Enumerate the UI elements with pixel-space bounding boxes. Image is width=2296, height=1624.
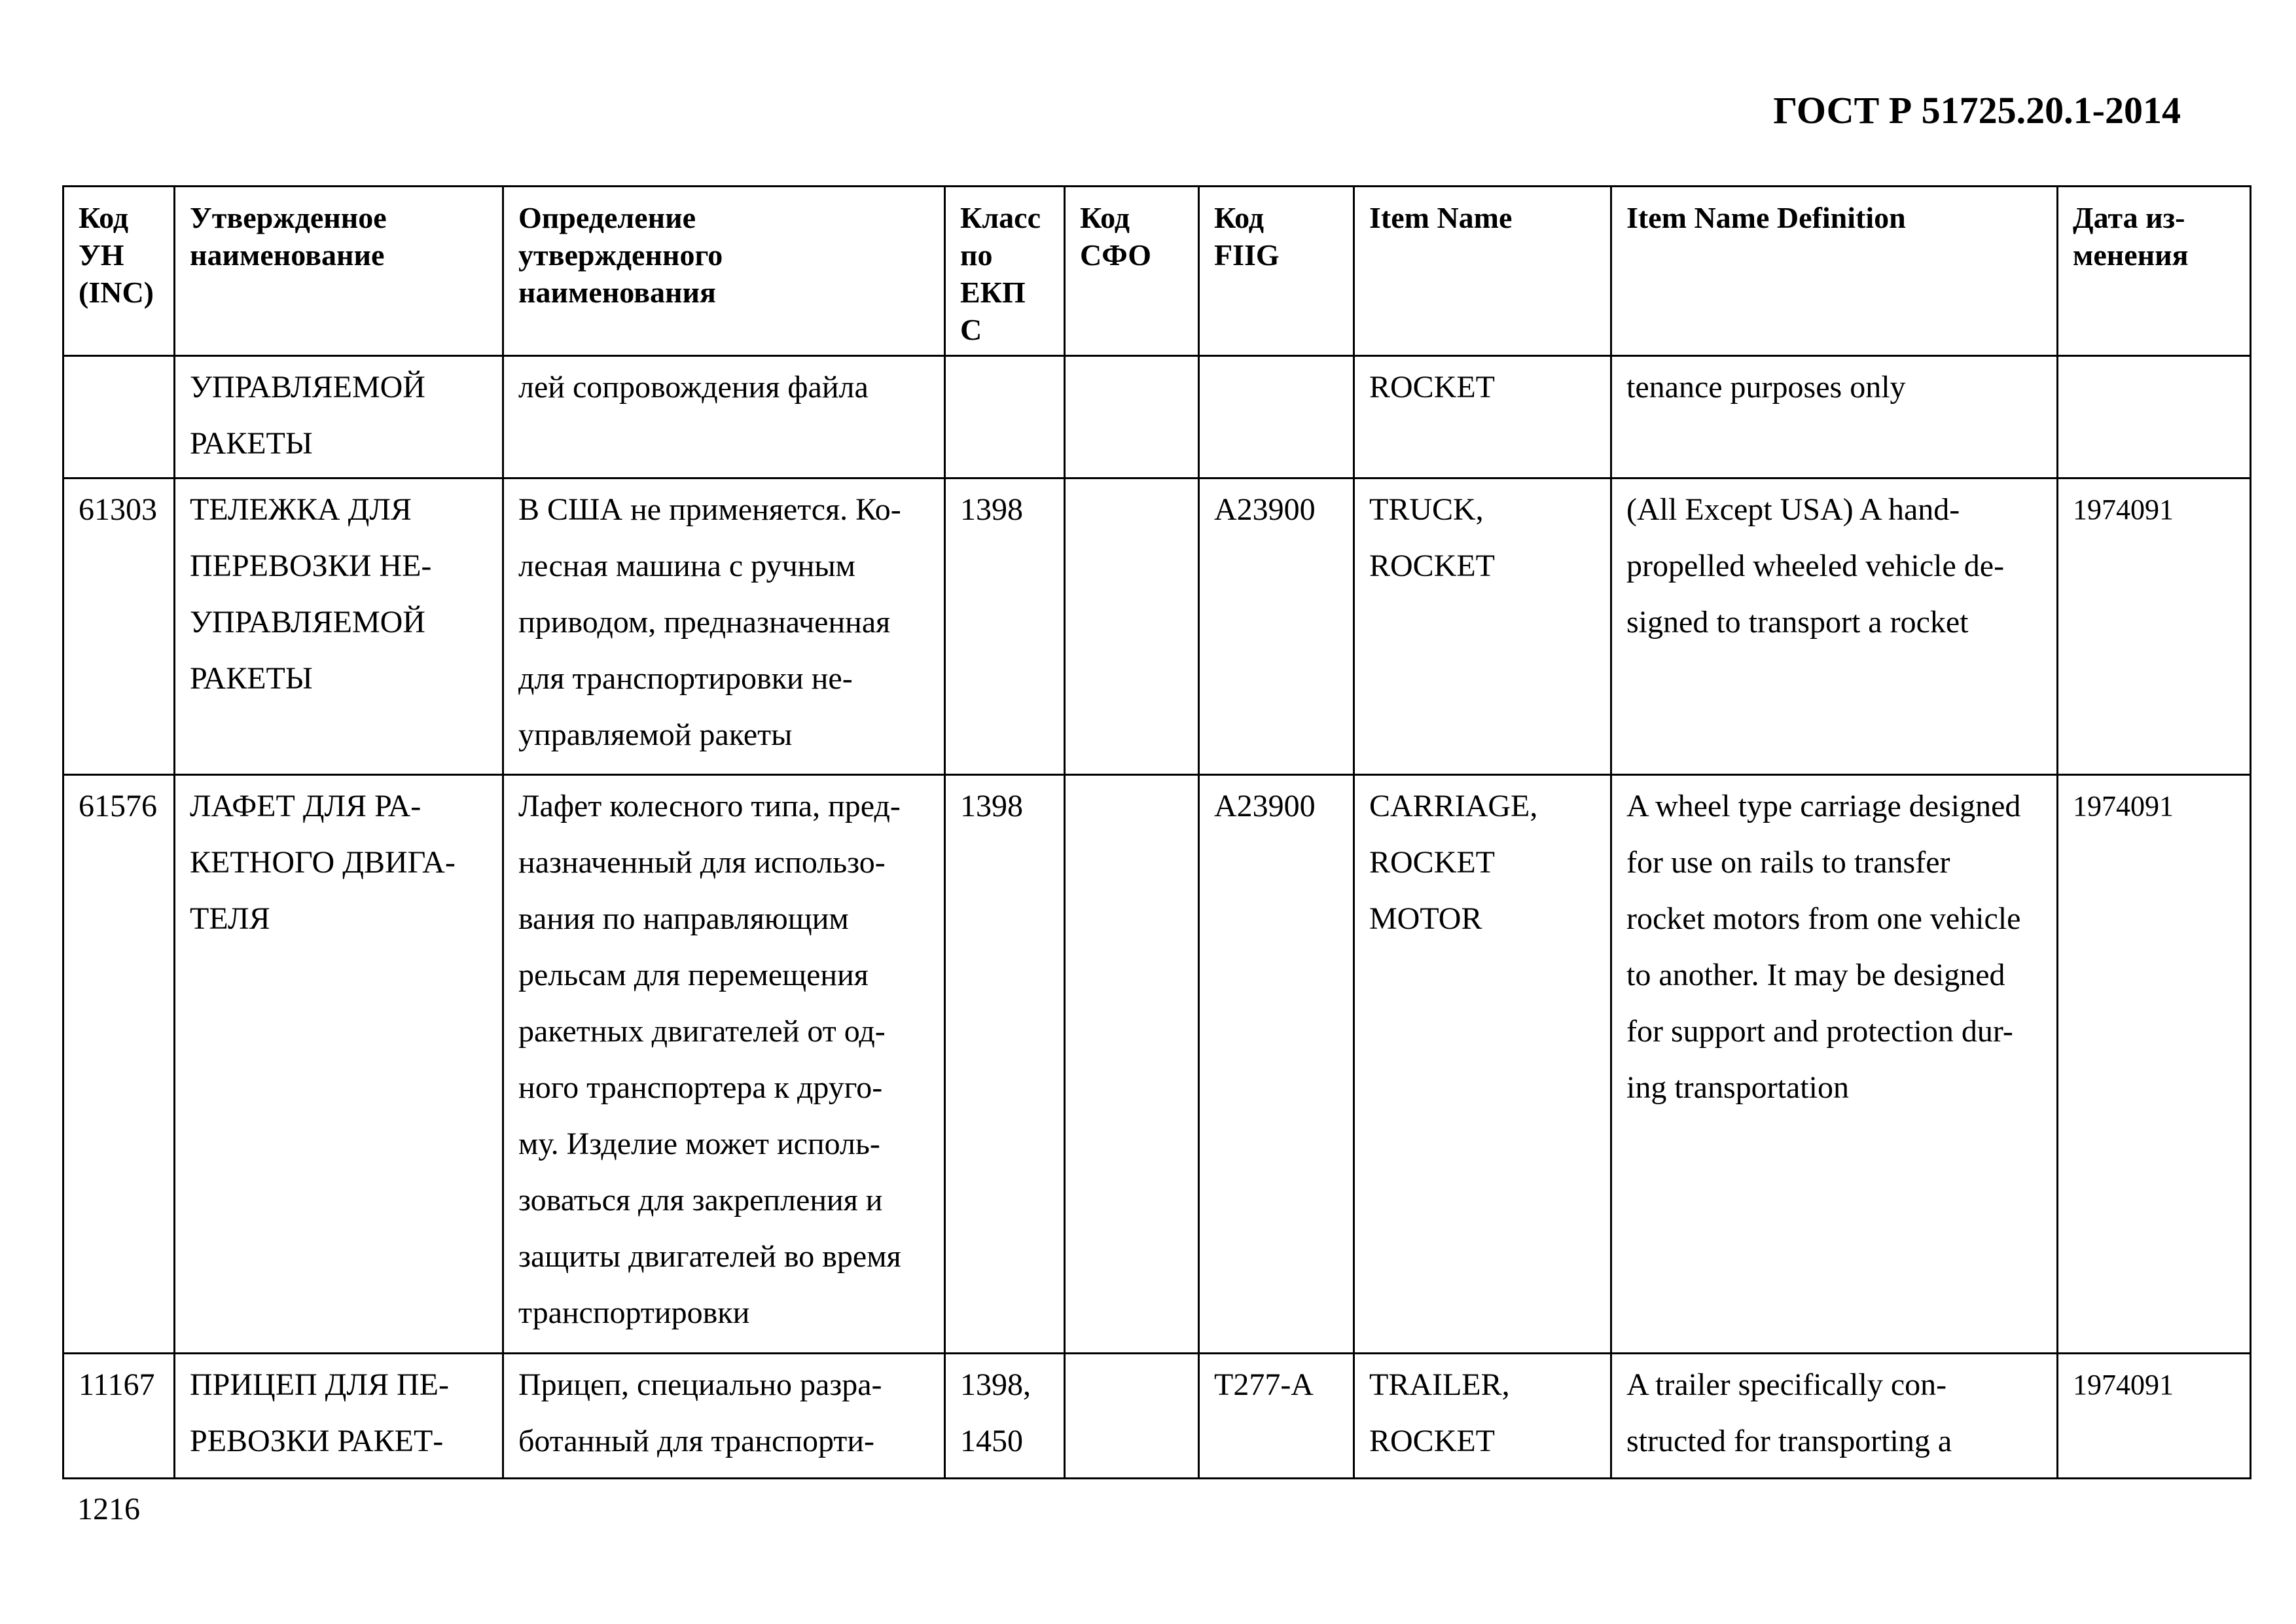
- cell-approved-name: ЛАФЕТ ДЛЯ РА- КЕТНОГО ДВИГА- ТЕЛЯ: [175, 775, 503, 1354]
- cell-item-name-definition: tenance purposes only: [1611, 356, 2058, 478]
- cell-sfo: [1065, 478, 1199, 775]
- cell-class: [945, 356, 1065, 478]
- cell-date: 1974091: [2058, 1354, 2251, 1479]
- cell-definition: Прицеп, специально разра- ботанный для транспорти-: [503, 1354, 945, 1479]
- cell-definition: В США не применяется. Ко- лесная машина с ручным приводом, предназначенная для транспортировки не- управляемой ракеты: [503, 478, 945, 775]
- cell-item-name: TRAILER, ROCKET: [1354, 1354, 1611, 1479]
- classification-table: [62, 185, 2251, 1479]
- cell-sfo: [1065, 1354, 1199, 1479]
- cell-definition: лей сопровождения файла: [503, 356, 945, 478]
- table-row: [63, 1354, 2251, 1479]
- cell-fiig: A23900: [1199, 478, 1354, 775]
- cell-sfo: [1065, 775, 1199, 1354]
- cell-item-name-definition: A trailer specifically con- structed for transporting a: [1611, 1354, 2058, 1479]
- table-row: [63, 775, 2251, 1354]
- header-fiig: Код FIIG: [1199, 187, 1354, 356]
- cell-class: 1398: [945, 775, 1065, 1354]
- cell-inc: 61303: [63, 478, 175, 775]
- cell-fiig: [1199, 356, 1354, 478]
- cell-inc: 61576: [63, 775, 175, 1354]
- header-sfo: Код СФО: [1065, 187, 1199, 356]
- cell-item-name: CARRIAGE, ROCKET MOTOR: [1354, 775, 1611, 1354]
- header-class: Класс по ЕКП С: [945, 187, 1065, 356]
- cell-date: 1974091: [2058, 478, 2251, 775]
- header-item-name: Item Name: [1354, 187, 1611, 356]
- header-date: Дата из- менения: [2058, 187, 2251, 356]
- cell-fiig: A23900: [1199, 775, 1354, 1354]
- cell-date: 1974091: [2058, 775, 2251, 1354]
- header-definition: Определение утвержденного наименования: [503, 187, 945, 356]
- header-approved-name: Утвержденное наименование: [175, 187, 503, 356]
- cell-approved-name: УПРАВЛЯЕМОЙ РАКЕТЫ: [175, 356, 503, 478]
- cell-definition: Лафет колесного типа, пред- назначенный для использо- вания по направляющим рельсам для перемещения ракетных двигателей от од- ного транспортера к друго- му. Изделие может исполь- зоваться для закрепления и защиты двигателей во время транспортировки: [503, 775, 945, 1354]
- header-item-name-definition: Item Name Definition: [1611, 187, 2058, 356]
- cell-item-name: ROCKET: [1354, 356, 1611, 478]
- header-inc: Код УН (INC): [63, 187, 175, 356]
- table-row: [63, 478, 2251, 775]
- page-number: 1216: [77, 1492, 140, 1526]
- cell-inc: 11167: [63, 1354, 175, 1479]
- cell-inc: [63, 356, 175, 478]
- cell-class: 1398, 1450: [945, 1354, 1065, 1479]
- header-row: [63, 187, 2251, 356]
- cell-item-name-definition: (All Except USA) A hand- propelled wheeled vehicle de- signed to transport a rocket: [1611, 478, 2058, 775]
- cell-class: 1398: [945, 478, 1065, 775]
- cell-item-name: TRUCK, ROCKET: [1354, 478, 1611, 775]
- table-row: [63, 356, 2251, 478]
- cell-approved-name: ТЕЛЕЖКА ДЛЯ ПЕРЕВОЗКИ НЕ- УПРАВЛЯЕМОЙ РАКЕТЫ: [175, 478, 503, 775]
- standard-id: ГОСТ Р 51725.20.1-2014: [1773, 89, 2181, 132]
- cell-approved-name: ПРИЦЕП ДЛЯ ПЕ- РЕВОЗКИ РАКЕТ-: [175, 1354, 503, 1479]
- cell-fiig: T277-A: [1199, 1354, 1354, 1479]
- cell-item-name-definition: A wheel type carriage designed for use on rails to transfer rocket motors from one vehicle to another. It may be designed for support and protection dur- ing transportation: [1611, 775, 2058, 1354]
- cell-date: [2058, 356, 2251, 478]
- cell-sfo: [1065, 356, 1199, 478]
